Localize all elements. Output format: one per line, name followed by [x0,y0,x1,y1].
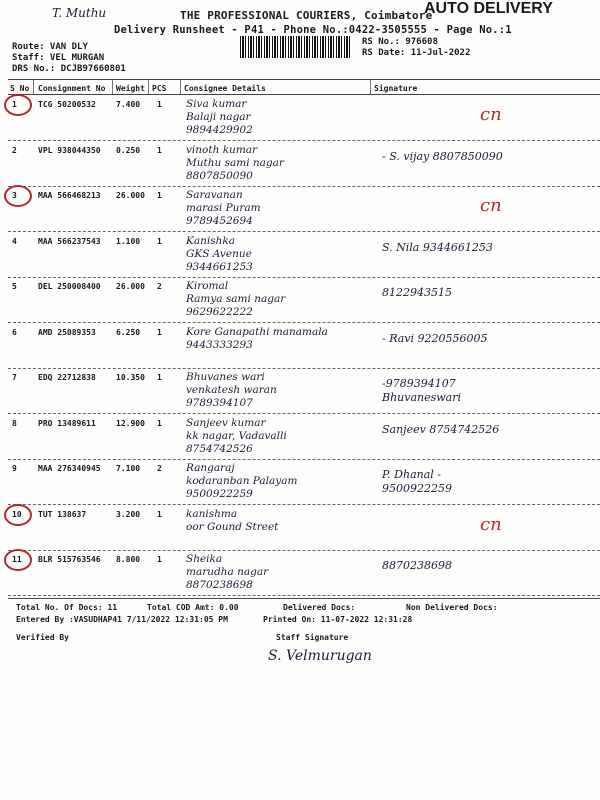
consignee-handwriting: oor Gound Street [186,521,279,533]
consignee-handwriting: Rangaraj [186,462,235,474]
consignee-handwriting: Sheika [186,553,223,565]
consignee-handwriting: Kanishka [186,235,235,247]
row-weight: 8.800 [116,555,141,564]
col-divider [180,80,181,94]
signature-handwriting: - Ravi 9220556005 [382,332,488,345]
row-weight: 0.250 [116,146,141,155]
consignee-handwriting: Kiromal [186,280,229,292]
row-separator [8,322,600,323]
row-weight: 7.100 [116,464,141,473]
row-weight: 10.350 [116,373,145,382]
printed-on: Printed On: 11-07-2022 12:31:28 [263,615,413,624]
col-sno: S No [10,84,30,93]
signature-handwriting: S. Nila 9344661253 [382,241,493,254]
consignee-handwriting: marudha nagar [186,566,269,578]
red-circle-mark [4,94,32,116]
row-consignment-no: MAA 566468213 [38,191,101,200]
row-pcs: 1 [157,191,162,200]
consignee-handwriting: Kore Ganapathi manamala [186,326,328,338]
red-circle-mark [4,504,32,526]
row-consignment-no: DEL 250008400 [38,282,101,291]
col-consignment: Consignment No [38,84,106,93]
consignee-handwriting: Siva kumar [186,98,247,110]
row-pcs: 1 [157,373,162,382]
consignee-handwriting: GKS Avenue [186,248,252,260]
row-sno: 6 [12,328,17,337]
row-weight: 26.000 [116,282,145,291]
row-sno: 5 [12,282,17,291]
consignee-handwriting: kodaranban Palayam [186,475,298,487]
row-consignment-no: VPL 938044350 [38,146,101,155]
consignee-handwriting: 9344661253 [186,261,253,273]
row-pcs: 1 [157,237,162,246]
consignee-handwriting: 9894429902 [186,124,253,136]
consignee-handwriting: 9789394107 [186,397,253,409]
row-separator [8,504,600,505]
company-name: THE PROFESSIONAL COURIERS, Coimbatore [180,9,433,22]
drs-number: DRS No.: DCJB97660801 [12,64,126,74]
row-pcs: 1 [157,555,162,564]
row-pcs: 2 [157,464,162,473]
runsheet-title: Delivery Runsheet - P41 - Phone No.:0422-3505555 - Page No.:1 [114,24,512,36]
table-row [0,96,600,140]
red-circle-mark [4,549,32,571]
signature-handwriting: 9500922259 [382,482,452,495]
row-consignment-no: PRO 13489611 [38,419,96,428]
table-row [0,324,600,368]
verified-by: Verified By [16,633,69,642]
row-weight: 7.400 [116,100,141,109]
signature-handwriting: 8122943515 [382,286,452,299]
red-circle-mark [4,185,32,207]
table-row [0,460,600,504]
consignee-handwriting: kanishma [186,508,238,520]
row-consignment-no: AMD 25089353 [38,328,96,337]
signature-handwriting: - S. vijay 8807850090 [382,150,503,163]
consignee-handwriting: Saravanan [186,189,243,201]
row-separator [8,413,600,414]
consignee-handwriting: 9629622222 [186,306,253,318]
signature-handwriting: P. Dhanal - [382,468,442,481]
row-sno: 1 [12,100,17,109]
row-consignment-no: TCG 50200532 [38,100,96,109]
header-top-rule [8,79,600,80]
row-weight: 1.100 [116,237,141,246]
consignee-handwriting: 9443333293 [186,339,253,351]
consignee-handwriting: kk nagar, Vadavalli [186,430,287,442]
barcode [240,36,352,58]
row-sno: 9 [12,464,17,473]
rs-number: RS No.: 976608 [362,37,438,47]
row-consignment-no: BLR 515763546 [38,555,101,564]
signature-handwriting: cn [480,104,502,125]
col-signature: Signature [374,84,418,93]
table-row [0,233,600,277]
row-consignment-no: TUT 138637 [38,510,87,519]
table-row [0,187,600,231]
row-weight: 3.200 [116,510,141,519]
row-separator [8,231,600,232]
non-delivered-docs: Non Delivered Docs: [406,603,498,612]
row-sno: 10 [12,510,22,519]
row-sno: 2 [12,146,17,155]
col-weight: Weight [116,84,145,93]
consignee-handwriting: 8870238698 [186,579,253,591]
header-bottom-rule [8,94,600,95]
row-sno: 11 [12,555,22,564]
staff-signature: S. Velmurugan [268,648,372,664]
signature-handwriting: 8870238698 [382,559,452,572]
footer-rule [8,598,600,599]
staff-signature-label: Staff Signature [276,633,349,642]
col-divider [33,80,34,94]
total-docs: Total No. Of Docs: 11 [16,603,118,612]
row-separator [8,140,600,141]
row-pcs: 1 [157,146,162,155]
delivered-docs: Delivered Docs: [283,603,356,612]
table-row [0,278,600,322]
rs-date: RS Date: 11-Jul-2022 [362,48,471,58]
row-weight: 6.250 [116,328,141,337]
consignee-handwriting: Ramya sami nagar [186,293,286,305]
row-pcs: 1 [157,419,162,428]
consignee-handwriting: 9500922259 [186,488,253,500]
handwritten-note: T. Muthu [52,6,107,20]
row-sno: 3 [12,191,17,200]
consignee-handwriting: Muthu sami nagar [186,157,284,169]
signature-handwriting: Bhuvaneswari [382,391,462,404]
row-sno: 7 [12,373,17,382]
consignee-handwriting: marasi Puram [186,202,261,214]
row-weight: 26.000 [116,191,145,200]
auto-delivery-stamp: AUTO DELIVERY [424,0,553,17]
signature-handwriting: -9789394107 [382,377,456,390]
consignee-handwriting: vinoth kumar [186,144,258,156]
table-row [0,142,600,186]
consignee-handwriting: 8807850090 [186,170,253,182]
signature-handwriting: cn [480,195,502,216]
signature-handwriting: cn [480,514,502,535]
row-consignment-no: EDQ 22712838 [38,373,96,382]
consignee-handwriting: Sanjeev kumar [186,417,266,429]
entered-by: Entered By :VASUDHAP41 7/11/2022 12:31:05 PM [16,615,228,624]
table-row [0,551,600,595]
consignee-handwriting: 8754742526 [186,443,253,455]
consignee-handwriting: Balaji nagar [186,111,251,123]
total-cod: Total COD Amt: 0.00 [147,603,239,612]
col-divider [148,80,149,94]
route-label: Route: VAN DLY [12,42,88,52]
table-row [0,506,600,550]
row-pcs: 2 [157,282,162,291]
table-row [0,415,600,459]
signature-handwriting: Sanjeev 8754742526 [382,423,500,436]
row-sno: 8 [12,419,17,428]
col-pcs: PCS [152,84,167,93]
consignee-handwriting: 9789452694 [186,215,253,227]
row-separator [8,595,600,596]
row-weight: 12.900 [116,419,145,428]
staff-label: Staff: VEL MURGAN [12,53,105,63]
row-pcs: 1 [157,510,162,519]
row-pcs: 1 [157,100,162,109]
row-consignment-no: MAA 566237543 [38,237,101,246]
row-sno: 4 [12,237,17,246]
row-pcs: 1 [157,328,162,337]
table-row [0,369,600,413]
col-divider [112,80,113,94]
row-consignment-no: MAA 276340945 [38,464,101,473]
consignee-handwriting: venkatesh waran [186,384,277,396]
consignee-handwriting: Bhuvanes wari [186,371,265,383]
col-divider [370,80,371,94]
col-consignee: Consignee Details [184,84,266,93]
